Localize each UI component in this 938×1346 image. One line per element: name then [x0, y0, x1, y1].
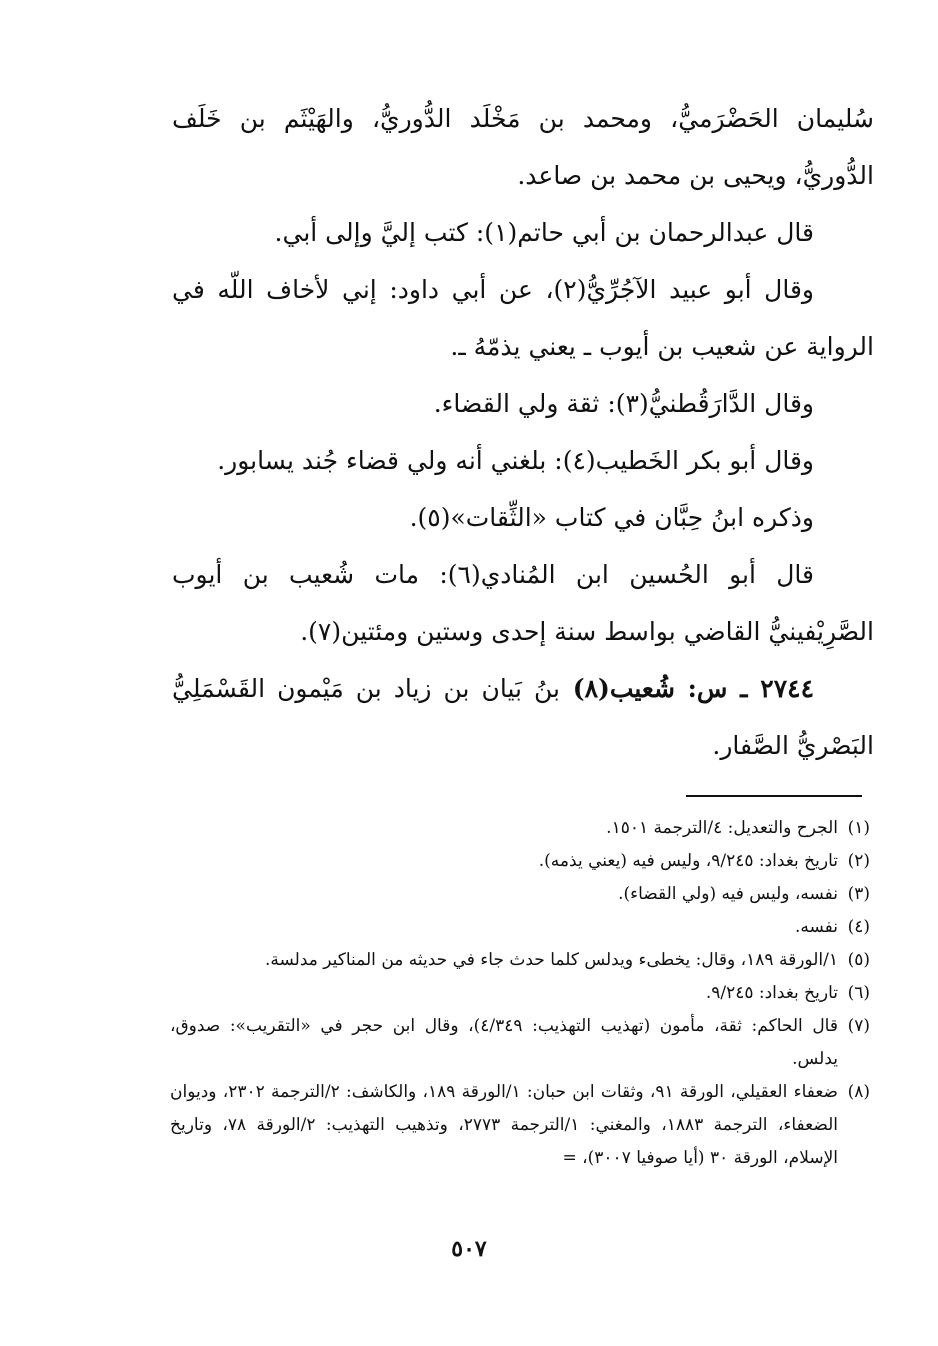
footnote [170, 845, 870, 878]
paragraph: وقال الدَّارَقُطنيُّ(٣): ثقة ولي القضاء. [433, 389, 814, 418]
footnote-number: (٤) [847, 917, 870, 937]
footnote-number: (١) [847, 818, 870, 838]
footnote-text: نفسه، وليس فيه (ولي القضاء). [618, 884, 838, 904]
paragraph: وقال أبو بكر الخَطيب(٤): بلغني أنه ولي قضاء جُند يسابور. [217, 446, 814, 475]
footnote-number: (٢) [847, 851, 870, 871]
paragraph: قال عبدالرحمان بن أبي حاتم(١): كتب إليَّ وإلى أبي. [274, 218, 814, 247]
entry-number: ٢٧٤٤ [760, 674, 814, 703]
footnote-number: (٨) [847, 1082, 870, 1102]
footnote [170, 944, 870, 977]
main-text [172, 90, 874, 774]
footnote-text: ١/الورقة ١٨٩، وقال: يخطىء ويدلس كلما حدث جاء في حديثه من المناكير مدلسة. [264, 950, 838, 970]
footnote-text: قال الحاكم: ثقة، مأمون (تهذيب التهذيب: ٤/٣٤٩)، وقال ابن حجر في «التقريب»: صدوق، يدلس. [170, 1016, 838, 1069]
footnote-number: (٣) [847, 884, 870, 904]
footnote-text: الجرح والتعديل: ٤/الترجمة ١٥٠١. [606, 818, 838, 838]
footnote [170, 1076, 870, 1175]
paragraph: قال أبو الحُسين ابن المُنادي(٦): مات شُعيب بن أيوب الصَّرِيْفينيُّ القاضي بواسط سنة إحدى وستين ومئتين(٧). [172, 560, 874, 646]
paragraph: سُليمان الحَضْرَميُّ، ومحمد بن مَخْلَد الدُّوريُّ، والهَيْثَم بن خَلَف الدُّوريُّ، ويحيى بن محمد بن صاعد. [172, 104, 874, 190]
footnote [170, 878, 870, 911]
footnote-text: ضعفاء العقيلي، الورقة ٩١، وثقات ابن حبان: ١/الورقة ١٨٩، والكاشف: ٢/الترجمة ٢٣٠٢، وديوان الضعفاء، الترجمة ١٨٨٣، والمغني: ١/الترجمة ٢٧٧٣، وتذهيب التهذيب: ٢/الورقة ٧٨، وتاريخ الإسلام، الورقة ٣٠ (أيا صوفيا ٣٠٠٧)، = [170, 1082, 838, 1168]
entry-name-rest: بنُ بَيان بن زياد بن مَيْمون القَسْمَلِيُّ البَصْريُّ الصَّفار. [172, 674, 874, 760]
footnote [170, 1010, 870, 1076]
footnotes [170, 812, 870, 1175]
footnote-text: تاريخ بغداد: ٩/٢٤٥، وليس فيه (يعني يذمه). [538, 851, 838, 871]
footnote-number: (٧) [847, 1016, 870, 1036]
entry-lead: ـ س: شُعيب(٨) [572, 674, 748, 703]
footnote [170, 977, 870, 1010]
footnote [170, 812, 870, 845]
paragraph: وذكره ابنُ حِبَّان في كتاب «الثِّقات»(٥). [409, 503, 814, 532]
footnote-number: (٦) [847, 983, 870, 1003]
page-number: ٥٠٧ [451, 1236, 487, 1262]
footnote-divider [686, 795, 862, 797]
footnote-text: نفسه. [794, 917, 838, 937]
footnote-number: (٥) [847, 950, 870, 970]
paragraph: وقال أبو عبيد الآجُرِّيُّ(٢)، عن أبي داود: إني لأخاف اللّه في الرواية عن شعيب بن أيوب ـ يعني يذمّهُ ـ. [172, 275, 874, 361]
biography-entry-heading [172, 660, 874, 774]
footnote-text: تاريخ بغداد: ٩/٢٤٥. [705, 983, 838, 1003]
footnote [170, 911, 870, 944]
